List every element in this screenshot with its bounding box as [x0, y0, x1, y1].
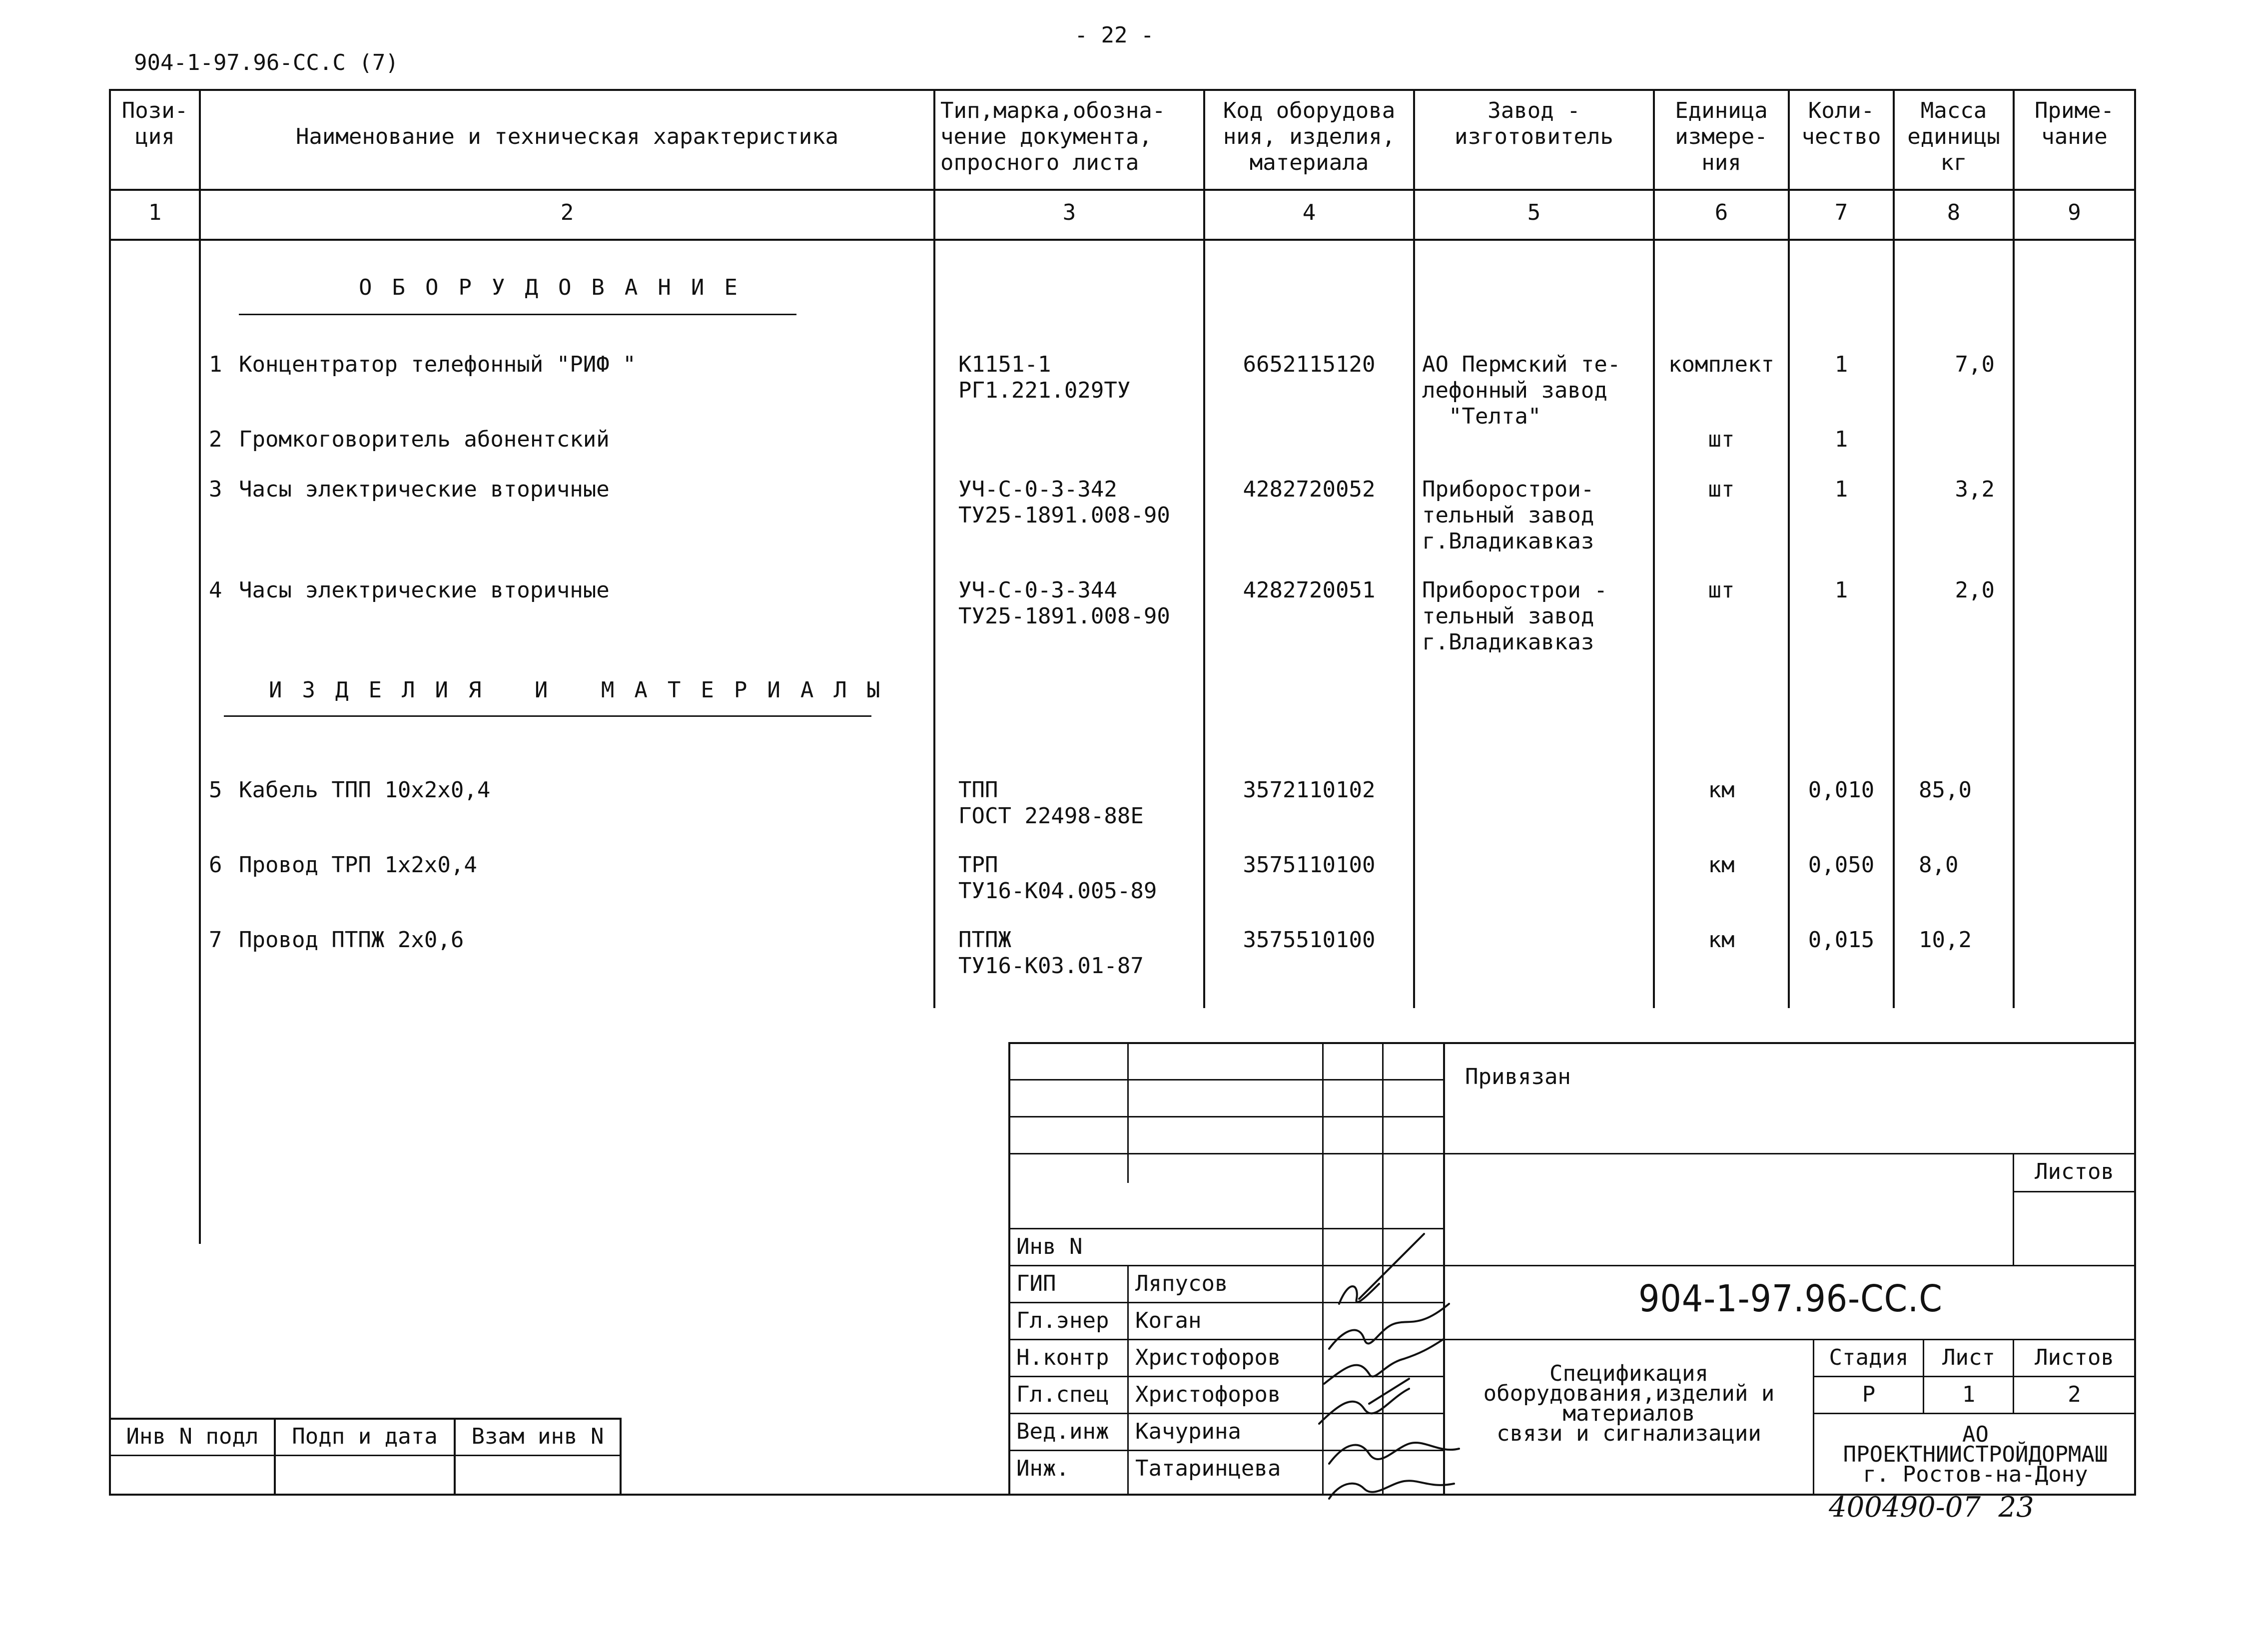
- row-code: 6652115120: [1243, 352, 1376, 377]
- row-code: 3572110102: [1243, 777, 1376, 803]
- sheets-label: Листов: [2035, 1345, 2114, 1370]
- handwritten-inventory-number: 400490-07 23: [1829, 1491, 2034, 1524]
- row-type: ТРП ТУ16-К04.005-89: [958, 852, 1157, 904]
- col-header-mass: Масса единицы кг: [1907, 98, 2000, 175]
- header-bottom-border: [109, 189, 2136, 191]
- row-code: 4282720052: [1243, 477, 1376, 502]
- signer-name: Качурина: [1135, 1419, 1241, 1444]
- row-unit: шт: [1708, 427, 1735, 452]
- row-code: 3575510100: [1243, 927, 1376, 953]
- grid-line: [1008, 1153, 1443, 1154]
- inv-podl-label: Инв N подл: [126, 1424, 259, 1449]
- row-type: УЧ-С-0-3-342 ТУ25-1891.008-90: [958, 477, 1170, 528]
- row-mass: 85,0: [1919, 777, 1972, 803]
- col-num-6: 6: [1714, 200, 1728, 225]
- signer-name: Христофоров: [1135, 1382, 1281, 1407]
- row-type: К1151-1 РГ1.221.029ТУ: [958, 352, 1131, 403]
- page-number: - 22 -: [1074, 22, 1154, 48]
- col-sep-7: [1893, 89, 1895, 1008]
- grid-vline: [1127, 1265, 1129, 1496]
- section-equipment-underline: [239, 314, 796, 315]
- row-unit: км: [1708, 927, 1735, 953]
- row-qty: 0,010: [1808, 777, 1875, 803]
- grid-line: [1443, 1265, 2136, 1266]
- row-unit: шт: [1708, 477, 1735, 502]
- col-num-7: 7: [1834, 200, 1848, 225]
- document-title: Спецификация оборудования,изделий и материалов связи и сигнализации: [1483, 1361, 1775, 1446]
- col-num-4: 4: [1302, 200, 1316, 225]
- col-header-code: Код оборудова ния, изделия, материала: [1223, 98, 1396, 175]
- sheet-value: 1: [1962, 1382, 1976, 1407]
- row-name: Часы электрические вторичные: [239, 577, 610, 603]
- row-type: ПТПЖ ТУ16-К03.01-87: [958, 927, 1144, 979]
- row-pos: 2: [209, 427, 222, 452]
- row-unit: км: [1708, 777, 1735, 803]
- col-header-qty: Коли- чество: [1801, 98, 1881, 149]
- grid-line: [2013, 1191, 2136, 1192]
- colnum-bottom-border: [109, 239, 2136, 241]
- grid-line: [1443, 1153, 2136, 1154]
- row-mass: 8,0: [1919, 852, 1959, 878]
- grid-line: [1813, 1413, 2136, 1414]
- row-mass: 7,0: [1955, 352, 1995, 377]
- col-header-name: Наименование и техническая характеристика: [295, 124, 839, 149]
- signatures: [1309, 1229, 1469, 1509]
- signer-role: Инж.: [1016, 1456, 1069, 1481]
- stage-value: Р: [1862, 1382, 1876, 1407]
- col-num-1: 1: [148, 200, 162, 225]
- row-pos: 4: [209, 577, 222, 603]
- left-stamp-right-border: [620, 1418, 622, 1494]
- table-top-border: [109, 89, 2136, 91]
- inv-n-label: Инв N: [1016, 1234, 1083, 1259]
- signer-name: Коган: [1135, 1308, 1202, 1333]
- title-block-top-border: [1008, 1042, 2136, 1044]
- col-num-2: 2: [560, 200, 574, 225]
- grid-vline: [2013, 1339, 2014, 1413]
- row-pos: 7: [209, 927, 222, 953]
- document-code: 904-1-97.96-СС.С: [1638, 1277, 1943, 1320]
- row-name: Громкоговоритель абонентский: [239, 427, 610, 452]
- row-name: Провод ПТПЖ 2х0,6: [239, 927, 464, 953]
- signer-role: Вед.инж: [1016, 1419, 1109, 1444]
- row-mass: 2,0: [1955, 577, 1995, 603]
- grid-vline: [1127, 1042, 1129, 1183]
- grid-vline: [1813, 1339, 1814, 1496]
- document-code-top: 904-1-97.96-СС.С (7): [134, 50, 399, 75]
- col-num-3: 3: [1062, 200, 1076, 225]
- signer-name: Христофоров: [1135, 1345, 1281, 1370]
- vzam-inv-label: Взам инв N: [471, 1424, 604, 1449]
- col-num-5: 5: [1527, 200, 1541, 225]
- grid-vline: [1923, 1339, 1924, 1413]
- row-name: Кабель ТПП 10х2х0,4: [239, 777, 491, 803]
- row-maker: Приборострои - тельный завод г.Владикавказ: [1422, 577, 1607, 655]
- col-header-note: Приме- чание: [2035, 98, 2114, 149]
- podp-data-label: Подп и дата: [292, 1424, 438, 1449]
- sheet-label: Лист: [1942, 1345, 1995, 1370]
- row-maker: АО Пермский те- лефонный завод "Телта": [1422, 352, 1621, 429]
- col-header-unit: Единица измере- ния: [1675, 98, 1768, 175]
- row-type: УЧ-С-0-3-344 ТУ25-1891.008-90: [958, 577, 1170, 629]
- row-pos: 3: [209, 477, 222, 502]
- col-header-type: Тип,марка,обозна- чение документа, опросного листа: [940, 98, 1166, 175]
- col-sep-4: [1413, 89, 1415, 1008]
- sheets-value: 2: [2068, 1382, 2081, 1407]
- row-qty: 1: [1834, 577, 1848, 603]
- row-name: Провод ТРП 1х2х0,4: [239, 852, 477, 878]
- row-code: 4282720051: [1243, 577, 1376, 603]
- col-header-pos: Пози- ция: [121, 98, 188, 149]
- row-code: 3575110100: [1243, 852, 1376, 878]
- listov-label-top: Листов: [2035, 1159, 2114, 1184]
- row-pos: 6: [209, 852, 222, 878]
- left-stamp-top-border: [109, 1418, 622, 1420]
- grid-line: [1443, 1339, 2136, 1340]
- col-header-maker: Завод - изготовитель: [1455, 98, 1613, 149]
- section-equipment: ОБОРУДОВАНИЕ: [359, 275, 757, 300]
- row-qty: 0,050: [1808, 852, 1875, 878]
- grid-line: [1813, 1376, 2136, 1377]
- row-unit: км: [1708, 852, 1735, 878]
- col-sep-8: [2013, 89, 2015, 1008]
- table-left-border: [109, 89, 111, 1496]
- signer-role: Н.контр: [1016, 1345, 1109, 1370]
- col-sep-1: [199, 89, 201, 1244]
- section-materials: ИЗДЕЛИЯ И МАТЕРИАЛЫ: [269, 677, 900, 703]
- row-type: ТПП ГОСТ 22498-88Е: [958, 777, 1144, 829]
- signer-name: Татаринцева: [1135, 1456, 1281, 1481]
- section-materials-underline: [224, 715, 871, 717]
- row-unit: комплект: [1668, 352, 1774, 377]
- row-qty: 1: [1834, 352, 1848, 377]
- row-pos: 1: [209, 352, 222, 377]
- signer-role: Гл.спец: [1016, 1382, 1109, 1407]
- row-name: Концентратор телефонный "РИФ ": [239, 352, 636, 377]
- organization-name: АО ПРОЕКТНИИСТРОЙДОРМАШ г. Ростов-на-Дону: [1843, 1422, 2108, 1487]
- col-num-8: 8: [1947, 200, 1961, 225]
- title-block-left-border: [1008, 1042, 1010, 1496]
- col-num-9: 9: [2068, 200, 2081, 225]
- left-stamp-mid-line: [109, 1455, 622, 1456]
- grid-line: [1008, 1079, 1443, 1081]
- grid-line: [1008, 1116, 1443, 1117]
- row-pos: 5: [209, 777, 222, 803]
- privyazan-label: Привязан: [1465, 1064, 1571, 1090]
- row-mass: 3,2: [1955, 477, 1995, 502]
- col-sep-2: [933, 89, 935, 1008]
- row-qty: 1: [1834, 427, 1848, 452]
- signer-role: Гл.энер: [1016, 1308, 1109, 1333]
- signer-name: Ляпусов: [1135, 1271, 1228, 1296]
- row-unit: шт: [1708, 577, 1735, 603]
- signer-role: ГИП: [1016, 1271, 1056, 1296]
- row-qty: 1: [1834, 477, 1848, 502]
- row-qty: 0,015: [1808, 927, 1875, 953]
- row-mass: 10,2: [1919, 927, 1972, 953]
- grid-vline: [2013, 1153, 2014, 1265]
- row-maker: Приборострои- тельный завод г.Владикавказ: [1422, 477, 1594, 554]
- row-name: Часы электрические вторичные: [239, 477, 610, 502]
- stage-label: Стадия: [1829, 1345, 1909, 1370]
